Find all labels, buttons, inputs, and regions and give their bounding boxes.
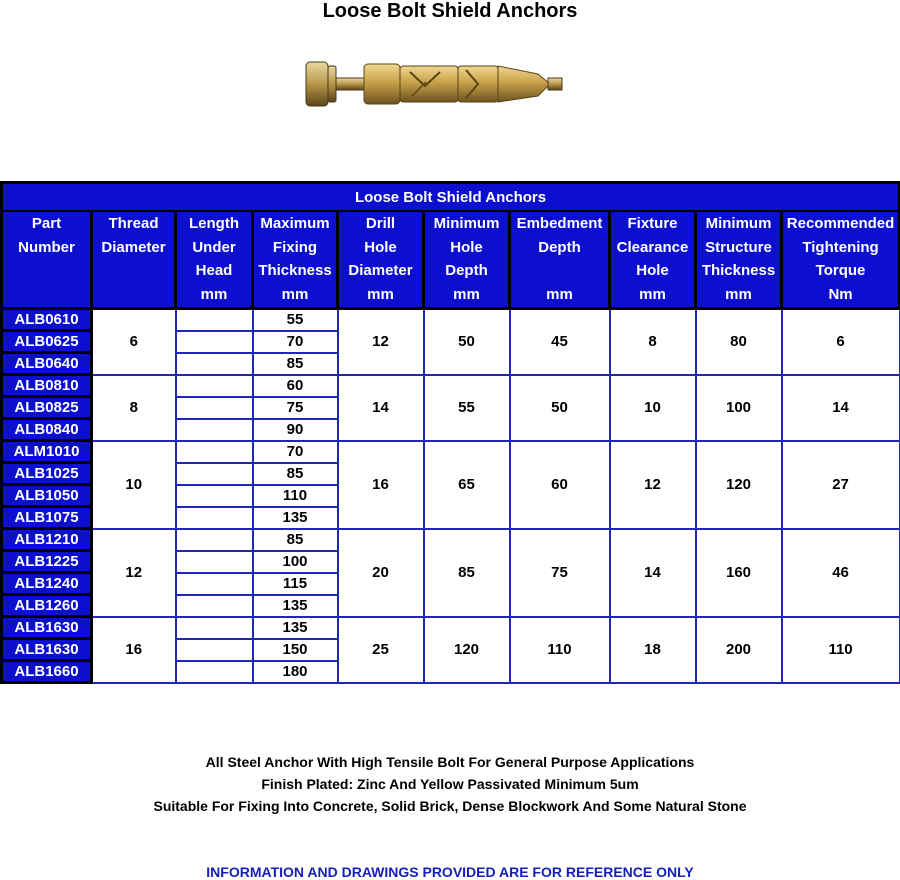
column-header-line: Length: [189, 215, 239, 232]
part-number-cell: ALB0625: [2, 331, 92, 353]
column-header-line: Head: [195, 262, 233, 279]
thread-diameter-cell: 10: [92, 441, 176, 529]
length-under-head-cell: [176, 595, 253, 617]
length-under-head-cell: [176, 551, 253, 573]
part-number-cell: ALB1260: [2, 595, 92, 617]
fixture-clearance-hole-cell: 10: [610, 375, 696, 441]
part-number-cell: ALB1660: [2, 661, 92, 683]
tightening-torque-cell: 27: [782, 441, 900, 529]
embedment-depth-cell: 75: [510, 529, 610, 617]
length-under-head-cell: [176, 529, 253, 551]
max-fixing-thickness-cell: 70: [253, 441, 338, 463]
tightening-torque-cell: 110: [782, 617, 900, 683]
max-fixing-thickness-cell: 85: [253, 529, 338, 551]
minimum-hole-depth-cell: 50: [424, 309, 510, 375]
table-body: [2, 309, 900, 683]
table-row: [2, 375, 900, 397]
max-fixing-thickness-cell: 110: [253, 485, 338, 507]
thread-diameter-cell: 8: [92, 375, 176, 441]
column-header-line: Thickness: [258, 262, 332, 279]
minimum-structure-thickness-cell: 100: [696, 375, 782, 441]
column-header-line: Depth: [538, 238, 581, 256]
part-number-cell: ALB0840: [2, 419, 92, 441]
column-header-line: Diameter: [101, 238, 166, 256]
column-header-line: Thread: [108, 215, 159, 232]
column-header-line: Part: [31, 215, 62, 232]
column-header: [176, 211, 253, 309]
fixture-clearance-hole-cell: 18: [610, 617, 696, 683]
column-header-line: Recommended: [786, 215, 895, 232]
length-under-head-cell: [176, 507, 253, 529]
column-header-line: Hole: [450, 238, 483, 256]
part-number-cell: ALB1025: [2, 463, 92, 485]
column-header-line: Thickness: [701, 262, 776, 279]
column-header: [696, 211, 782, 309]
length-under-head-cell: [176, 375, 253, 397]
fixture-clearance-hole-cell: 14: [610, 529, 696, 617]
part-number-cell: ALB1225: [2, 551, 92, 573]
column-header-line: mm: [367, 285, 394, 303]
thread-diameter-cell: 16: [92, 617, 176, 683]
length-under-head-cell: [176, 419, 253, 441]
minimum-hole-depth-cell: 65: [424, 441, 510, 529]
drill-hole-diameter-cell: 25: [338, 617, 424, 683]
column-header-line: mm: [453, 285, 480, 303]
drill-hole-diameter-cell: 12: [338, 309, 424, 375]
column-header-line: [511, 259, 608, 283]
tightening-torque-cell: 46: [782, 529, 900, 617]
length-under-head-cell: [176, 661, 253, 683]
part-number-cell: ALB1075: [2, 507, 92, 529]
drill-hole-diameter-cell: 20: [338, 529, 424, 617]
part-number-cell: ALB0640: [2, 353, 92, 375]
part-number-cell: ALB0610: [2, 309, 92, 331]
minimum-hole-depth-cell: 85: [424, 529, 510, 617]
column-header-line: Fixing: [272, 238, 318, 256]
max-fixing-thickness-cell: 90: [253, 419, 338, 441]
part-number-cell: ALB1630: [2, 617, 92, 639]
tightening-torque-cell: 14: [782, 375, 900, 441]
embedment-depth-cell: 50: [510, 375, 610, 441]
max-fixing-thickness-cell: 70: [253, 331, 338, 353]
max-fixing-thickness-cell: 55: [253, 309, 338, 331]
column-header: [253, 211, 338, 309]
max-fixing-thickness-cell: 100: [253, 551, 338, 573]
length-under-head-cell: [176, 353, 253, 375]
length-under-head-cell: [176, 397, 253, 419]
length-under-head-cell: [176, 573, 253, 595]
column-header-line: Depth: [445, 262, 488, 279]
column-header-line: Drill: [365, 215, 396, 232]
max-fixing-thickness-cell: 85: [253, 463, 338, 485]
length-under-head-cell: [176, 441, 253, 463]
minimum-structure-thickness-cell: 200: [696, 617, 782, 683]
max-fixing-thickness-cell: 135: [253, 617, 338, 639]
table-header-row: [2, 211, 900, 309]
max-fixing-thickness-cell: 60: [253, 375, 338, 397]
column-header-line: Torque: [815, 262, 866, 279]
minimum-structure-thickness-cell: 120: [696, 441, 782, 529]
column-header-line: Maximum: [260, 215, 330, 232]
column-header-line: Nm: [828, 285, 853, 303]
minimum-structure-thickness-cell: 80: [696, 309, 782, 375]
column-header: [510, 211, 610, 309]
length-under-head-cell: [176, 485, 253, 507]
column-header-line: Under: [192, 238, 236, 256]
column-header-line: mm: [200, 285, 228, 303]
column-header-line: Structure: [705, 238, 772, 256]
minimum-hole-depth-cell: 55: [424, 375, 510, 441]
embedment-depth-cell: 45: [510, 309, 610, 375]
max-fixing-thickness-cell: 85: [253, 353, 338, 375]
column-header-line: Minimum: [705, 215, 772, 232]
drill-hole-diameter-cell: 16: [338, 441, 424, 529]
part-number-cell: ALB0825: [2, 397, 92, 419]
length-under-head-cell: [176, 463, 253, 485]
column-header-line: Fixture: [627, 215, 678, 232]
max-fixing-thickness-cell: 75: [253, 397, 338, 419]
column-header-line: Clearance: [616, 238, 689, 256]
drill-hole-diameter-cell: 14: [338, 375, 424, 441]
column-header: [338, 211, 424, 309]
column-header-line: mm: [639, 285, 666, 303]
column-header: [782, 211, 900, 309]
column-header-line: Hole: [364, 238, 397, 256]
column-header-line: mm: [725, 285, 752, 303]
max-fixing-thickness-cell: 150: [253, 639, 338, 661]
length-under-head-cell: [176, 309, 253, 331]
thread-diameter-cell: 12: [92, 529, 176, 617]
table-row: [2, 309, 900, 331]
max-fixing-thickness-cell: 180: [253, 661, 338, 683]
embedment-depth-cell: 110: [510, 617, 610, 683]
disclaimer: INFORMATION AND DRAWINGS PROVIDED ARE FOR REFERENCE ONLY: [206, 864, 694, 880]
column-header-line: Embedment: [516, 215, 603, 232]
column-header-line: Hole: [636, 262, 669, 279]
column-header-line: Diameter: [348, 262, 413, 279]
fixture-clearance-hole-cell: 8: [610, 309, 696, 375]
column-header-line: Number: [18, 238, 75, 256]
part-number-cell: ALB1210: [2, 529, 92, 551]
column-header-line: mm: [281, 285, 309, 303]
fixture-clearance-hole-cell: 12: [610, 441, 696, 529]
column-header: [424, 211, 510, 309]
length-under-head-cell: [176, 617, 253, 639]
anchor-bolt-image: [300, 52, 580, 122]
minimum-structure-thickness-cell: 160: [696, 529, 782, 617]
column-header-line: Tightening: [802, 238, 879, 256]
part-number-cell: ALB0810: [2, 375, 92, 397]
spec-table: [0, 181, 900, 684]
thread-diameter-cell: 6: [92, 309, 176, 375]
footer-line-3: Suitable For Fixing Into Concrete, Solid Brick, Dense Blockwork And Some Natural Stone: [153, 798, 747, 814]
length-under-head-cell: [176, 639, 253, 661]
column-header: [2, 211, 92, 309]
footer-line-2: Finish Plated: Zinc And Yellow Passivated Minimum 5um: [261, 776, 639, 792]
part-number-cell: ALB1240: [2, 573, 92, 595]
max-fixing-thickness-cell: 135: [253, 507, 338, 529]
column-header-line: mm: [546, 285, 573, 303]
part-number-cell: ALB1050: [2, 485, 92, 507]
table-row: [2, 441, 900, 463]
max-fixing-thickness-cell: 135: [253, 595, 338, 617]
minimum-hole-depth-cell: 120: [424, 617, 510, 683]
table-row: [2, 529, 900, 551]
footer-line-1: All Steel Anchor With High Tensile Bolt For General Purpose Applications: [205, 754, 695, 770]
embedment-depth-cell: 60: [510, 441, 610, 529]
tightening-torque-cell: 6: [782, 309, 900, 375]
table-caption: Loose Bolt Shield Anchors: [2, 183, 900, 212]
column-header-line: Minimum: [433, 215, 500, 232]
page-title: Loose Bolt Shield Anchors: [322, 0, 578, 22]
part-number-cell: ALB1630: [2, 639, 92, 661]
column-header: [610, 211, 696, 309]
table-row: [2, 617, 900, 639]
part-number-cell: ALM1010: [2, 441, 92, 463]
column-header: [92, 211, 176, 309]
length-under-head-cell: [176, 331, 253, 353]
max-fixing-thickness-cell: 115: [253, 573, 338, 595]
